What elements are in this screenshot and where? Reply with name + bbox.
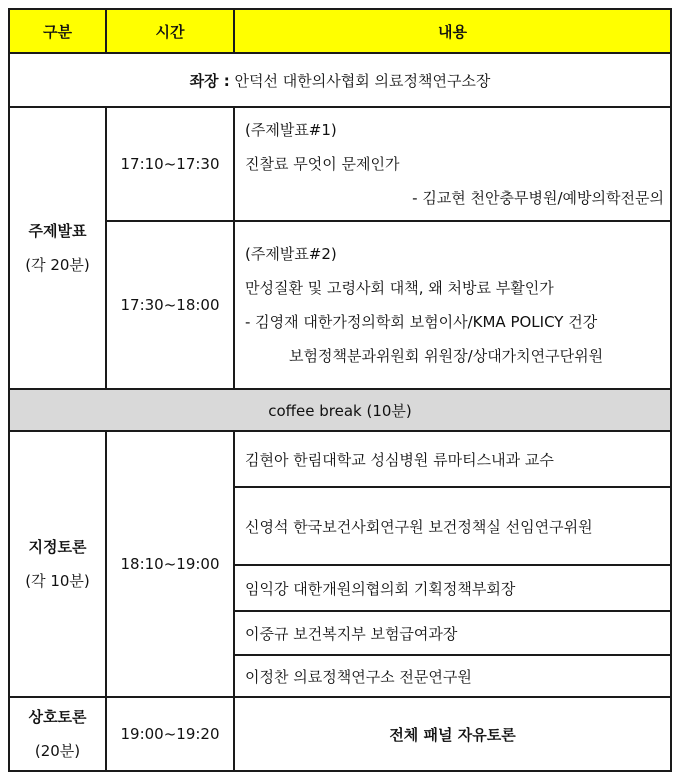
talk2-speaker-line1: - 김영재 대한가정의학회 보험이사/KMA POLICY 건강 [245,313,598,331]
talk2-row [9,221,671,389]
moderator-cell [9,53,671,107]
panel-row-1 [9,431,671,487]
talk1-row [9,107,671,221]
talk1-tag: (주제발표#1) [245,121,337,139]
break-row [9,389,671,431]
panelist-4: 이중규 보건복지부 보험급여과장 [234,611,671,655]
section2-time: 18:10~19:00 [106,431,234,697]
section3-title: 상호토론 [28,708,87,726]
section3-category [9,697,106,771]
panelist-3: 임익강 대한개원의협의회 기획정책부회장 [234,565,671,611]
moderator-row [9,53,671,107]
section2-category [9,431,106,697]
talk1-content [234,107,671,221]
section1-sub: (각 20분) [25,256,90,274]
talk1-speaker: - 김교현 천안충무병원/예방의학전문의 [412,189,664,207]
panelist-5: 이정찬 의료정책연구소 전문연구원 [234,655,671,697]
section3-content: 전체 패널 자유토론 [234,697,671,771]
section2-title: 지정토론 [28,538,87,556]
talk2-speaker-line2: 보험정책분과위원회 위원장/상대가치연구단위원 [289,347,604,365]
program-table [8,8,672,772]
panelist-2: 신영석 한국보건사회연구원 보건정책실 선임연구위원 [234,487,671,565]
moderator-label: 좌장 : [189,71,230,90]
discussion-row [9,697,671,771]
section3-sub: (20분) [34,742,81,760]
header-row [9,9,671,53]
talk2-content [234,221,671,389]
talk2-tag: (주제발표#2) [245,245,337,263]
header-content: 내용 [234,9,671,53]
panelist-1: 김현아 한림대학교 성심병원 류마티스내과 교수 [234,431,671,487]
talk2-time: 17:30~18:00 [106,221,234,389]
section2-sub: (각 10분) [25,572,90,590]
talk1-time: 17:10~17:30 [106,107,234,221]
break-cell: coffee break (10분) [9,389,671,431]
section3-time: 19:00~19:20 [106,697,234,771]
header-time: 시간 [106,9,234,53]
section1-title: 주제발표 [28,222,87,240]
section1-category [9,107,106,389]
talk1-title: 진찰료 무엇이 문제인가 [245,155,400,173]
talk2-title: 만성질환 및 고령사회 대책, 왜 처방료 부활인가 [245,279,554,297]
moderator-text: 안덕선 대한의사협회 의료정책연구소장 [234,71,491,90]
header-category: 구분 [9,9,106,53]
